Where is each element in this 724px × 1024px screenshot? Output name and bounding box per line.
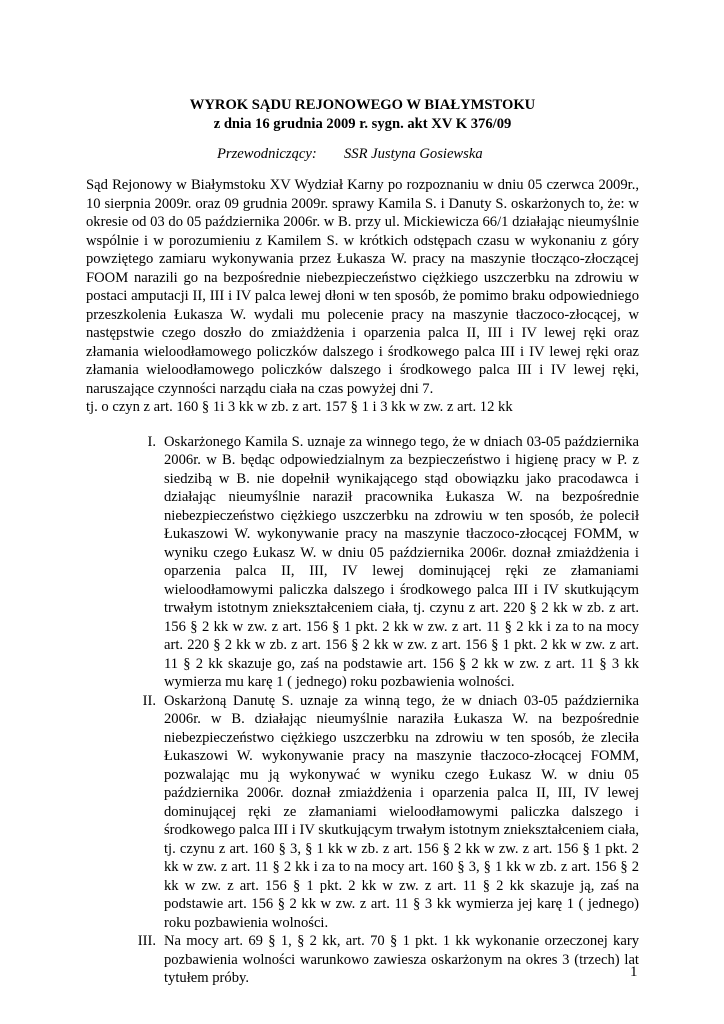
intro-section: [86, 176, 639, 417]
presiding-name: SSR Justyna Gosiewska: [344, 146, 483, 162]
verdict-item-1: [86, 433, 639, 692]
item-numeral: I.: [147, 433, 156, 450]
item-text: Oskarżonego Kamila S. uznaje za winnego tego, że w dniach 03-05 października 2006r. w B. będąc odpowiedzialnym za bezpieczeństwo i higienę pracy w P. z siedzibą w B. nie dopełnił wynikającego stąd obowiązku jako pracodawca i działając nieumyślnie naraził pracownika Łukasza W. na bezpośrednie niebezpieczeństwo ciężkiego uszczerbku na zdrowiu w ten sposób, że polecił Łukaszowi W. wykonywanie pracy na maszynie tłaczoco-złocącej FOMM, w wyniku czego Łukasz W. w dniu 05 października 2006r. doznał zmiażdżenia i oparzenia palca II, III, IV lewej dominującej ręki ze złamaniami wieloodłamowymi paliczka dalszego i środkowego palca III i IV skutkującym trwałym istotnym zniekształceniem ciała, tj. czynu z art. 220 § 2 kk w zb. z art. 156 § 2 kk w zw. z art. 156 § 1 pkt. 2 kk w zw. z art. 11 § 2 kk i za to na mocy art. 220 § 2 kk w zb. z art. 156 § 2 kk w zw. z art. 156 § 1 pkt. 2 kk w zw. z art. 11 § 2 kk skazuje go, zaś na podstawie art. 156 § 2 kk w zw. z art. 11 § 3 kk wymierza mu karę 1 ( jednego) roku pozbawienia wolności.: [164, 433, 639, 690]
verdict-item-3: [86, 932, 639, 988]
page-number: 1: [630, 964, 638, 980]
document-title: [86, 96, 639, 134]
item-text: Na mocy art. 69 § 1, § 2 kk, art. 70 § 1 pkt. 1 kk wykonanie orzeczonej kary pozbawienia wolności warunkowo zawiesza oskarżonym na okres 3 (trzech) lat tytułem próby.: [164, 933, 639, 986]
verdict-item-2: [86, 692, 639, 933]
item-numeral: II.: [142, 692, 156, 709]
document-page: [86, 96, 639, 988]
title-line-2: z dnia 16 grudnia 2009 r. sygn. akt XV K 376/09: [213, 116, 512, 132]
verdict-items: [86, 433, 639, 988]
title-line-1: WYROK SĄDU REJONOWEGO W BIAŁYMSTOKU: [189, 97, 536, 113]
intro-paragraph: Sąd Rejonowy w Białymstoku XV Wydział Karny po rozpoznaniu w dniu 05 czerwca 2009r., 10 sierpnia 2009r. oraz 09 grudnia 2009r. sprawy Kamila S. i Danuty S. oskarżonych to, że: w okresie od 03 do 05 października 2006r. w B. przy ul. Mickiewicza 66/1 działając nieumyślnie wspólnie i w porozumieniu z Kamilem S. w krótkich odstępach czasu w wykonaniu z góry powziętego zamiaru wykonywania przez Łukasza W. pracy na maszynie tłocząco-złoczącej FOOM narazili go na bezpośrednie niebezpieczeństwo ciężkiego uszczerbku na zdrowiu w postaci amputacji II, III i IV palca lewej dłoni w ten sposób, że pomimo braku odpowiedniego przeszkolenia Łukasza W. wydali mu polecenie pracy na maszynie tłaczoco-złocącej, w następstwie czego doszło do zmiażdżenia i oparzenia palca II, III i IV lewej ręki oraz złamania wieloodłamowego policzków dalszego i środkowego palca III i IV lewej ręki oraz złamania wieloodłamowego policzków dalszego i środkowego palca III i IV lewej ręki, naruszające czynności narządu ciała na czas powyżej dni 7.: [86, 177, 639, 397]
item-numeral: III.: [137, 933, 156, 949]
presiding-judge: [86, 145, 639, 164]
legal-basis: tj. o czyn z art. 160 § 1i 3 kk w zb. z art. 157 § 1 i 3 kk w zw. z art. 12 kk: [86, 399, 513, 415]
item-text: Oskarżoną Danutę S. uznaje za winną tego, że w dniach 03-05 października 2006r. w B. działając nieumyślnie naraziła Łukasza W. na bezpośrednie niebezpieczeństwo ciężkiego uszczerbku na zdrowiu w ten sposób, że zleciła Łukaszowi W. wykonywanie pracy na maszynie tłaczoco-złocącej FOMM, pozwalając mu ją wykonywać w wyniku czego Łukasz W. w dniu 05 października 2006r. doznał zmiażdżenia i oparzenia palca II, III, IV lewej dominującej ręki ze złamaniami wieloodłamowymi paliczka dalszego i środkowego palca III i IV skutkującym trwałym istotnym zniekształceniem ciała, tj. czynu z art. 160 § 3, § 1 kk w zb. z art. 156 § 2 kk w zw. z art. 156 § 1 pkt. 2 kk w zw. z art. 11 § 2 kk i za to na mocy art. 160 § 3, § 1 kk w zb. z art. 156 § 2 kk w zw. z art. 156 § 1 pkt. 2 kk w zw. z art. 11 § 2 kk skazuje ją, zaś na podstawie art. 156 § 2 kk w zw. z art. 11 § 3 kk wymierza jej karę 1 ( jednego) roku pozbawienia wolności.: [164, 692, 639, 931]
presiding-label: Przewodniczący:: [217, 146, 317, 162]
